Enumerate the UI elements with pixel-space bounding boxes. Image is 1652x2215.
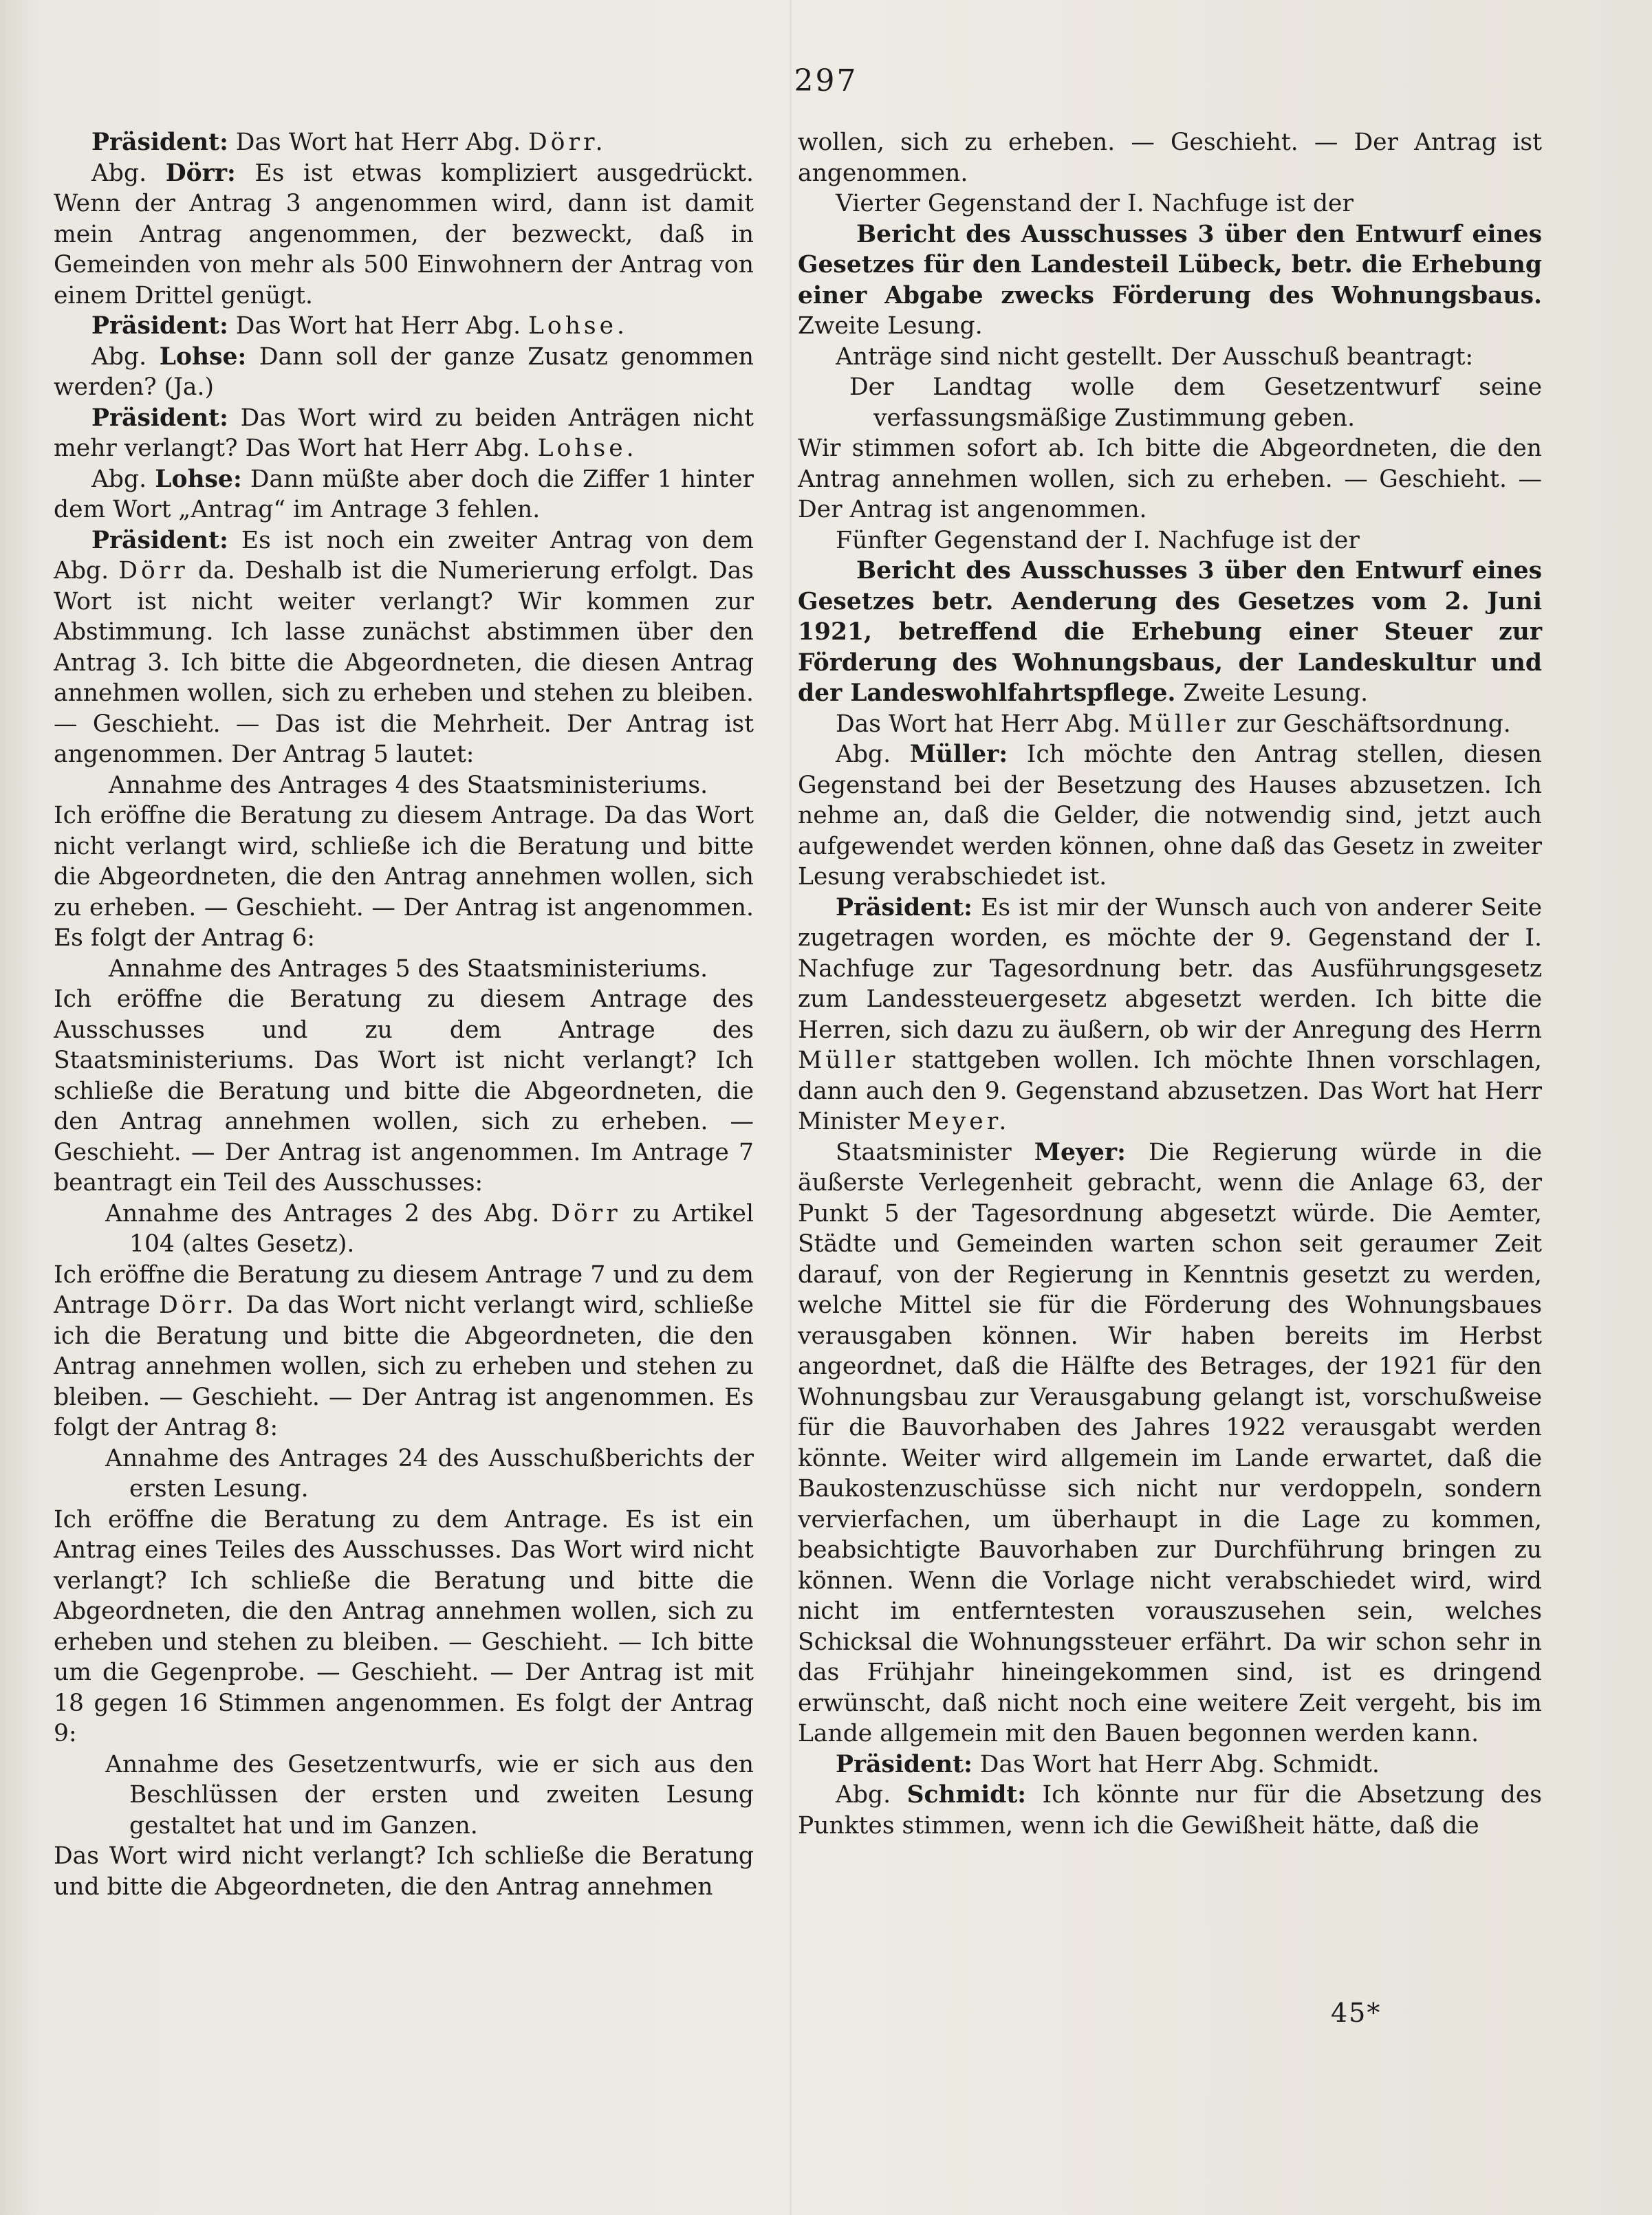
- text-run: Annahme des Antrages 5 des Staatsministeriums.: [109, 954, 708, 983]
- left-paragraph: [54, 342, 754, 403]
- text-run: Annahme des Antrages 2 des Abg.: [105, 1199, 552, 1227]
- left-paragraph: [54, 1505, 754, 1749]
- speaker-label: Präsident:: [91, 526, 228, 554]
- spaced-name: Dörr: [118, 557, 188, 585]
- text-run: Zweite Lesung.: [1175, 679, 1369, 707]
- left-paragraph: [54, 158, 754, 312]
- speaker-label: Dörr:: [165, 159, 236, 187]
- text-run: Abg.: [836, 1781, 907, 1809]
- text-run: Das Wort hat Herr Abg. Schmidt.: [972, 1750, 1380, 1778]
- spaced-name: Lohse.: [537, 435, 638, 462]
- text-run: Annahme des Antrages 4 des Staatsministeriums.: [109, 771, 708, 799]
- text-run: Ich möchte den Antrag stellen, diesen Gegenstand bei der Besetzung des Hauses abzusetzen. Ich nehme an, daß die Gelder, die notwendig sind, jetzt auch aufgewendet werden können, ohne daß das Gesetz in zweiter Lesung verabschiedet ist.: [798, 741, 1542, 891]
- spaced-name: Dörr: [551, 1199, 621, 1227]
- text-run: Annahme des Antrages 24 des Ausschußberichts der ersten Lesung.: [105, 1444, 754, 1503]
- text-run: Ich könnte nur für die Absetzung des Punktes stimmen, wenn ich die Gewißheit hätte, daß die: [798, 1781, 1542, 1840]
- left-paragraph: [54, 311, 754, 342]
- speaker-label: Lohse:: [155, 465, 242, 493]
- speaker-label: Schmidt:: [906, 1781, 1026, 1809]
- text-run: zu Artikel 104 (altes Gesetz).: [129, 1199, 754, 1258]
- page-fold-shadow: [790, 0, 792, 2215]
- left-paragraph: [54, 1443, 754, 1505]
- spaced-name: Dörr.: [159, 1291, 237, 1319]
- speaker-label: Bericht des Ausschusses 3 über den Entwurf eines Gesetzes betr. Aenderung des Gesetzes vom 2. Juni 1921, betreffend die Erhebung einer Steuer zur Förderung des Wohnungsbaus, der Landeskultur und der Landeswohlfahrtspflege.: [798, 557, 1542, 707]
- right-paragraph: [798, 1749, 1542, 1780]
- text-run: Es ist noch ein zweiter Antrag von dem Abg.: [54, 526, 754, 585]
- left-paragraph: [54, 1841, 754, 1902]
- text-run: Ich eröffne die Beratung zu diesem Antrage des Ausschusses und zu dem Antrage des Staatsministeriums. Das Wort ist nicht verlangt? Ich schließe die Beratung und bitte die Abgeordneten, die den Antrag annehmen wollen, sich zu erheben. — Geschieht. — Der Antrag ist angenommen. Im Antrage 7 beantragt ein Teil des Ausschusses:: [54, 985, 754, 1197]
- text-run: Abg.: [91, 465, 155, 493]
- text-run: Ich eröffne die Beratung zu diesem Antrage 7 und zu dem Antrage: [54, 1261, 754, 1319]
- text-run: zur Geschäftsordnung.: [1228, 710, 1511, 738]
- text-run: wollen, sich zu erheben. — Geschieht. — Der Antrag ist angenommen.: [798, 129, 1542, 187]
- text-run: Das Wort hat Herr Abg.: [228, 129, 529, 156]
- left-paragraph: [54, 800, 754, 954]
- text-run: Staatsminister: [836, 1138, 1034, 1166]
- left-paragraph: [54, 1749, 754, 1842]
- text-run: Dann müßte aber doch die Ziffer 1 hinter dem Wort „Antrag“ im Antrage 3 fehlen.: [54, 465, 754, 523]
- left-column: [54, 127, 754, 1902]
- spaced-name: Müller: [1128, 710, 1229, 738]
- right-paragraph: [798, 1780, 1542, 1841]
- text-run: Anträge sind nicht gestellt. Der Ausschuß beantragt:: [836, 342, 1474, 371]
- text-run: Das Wort wird zu beiden Anträgen nicht mehr verlangt? Das Wort hat Herr Abg.: [54, 404, 754, 462]
- text-run: Das Wort hat Herr Abg.: [836, 710, 1129, 738]
- spaced-name: Lohse.: [528, 312, 629, 340]
- speaker-label: Präsident:: [91, 312, 228, 340]
- text-run: Abg.: [91, 159, 166, 187]
- signature-mark: 45*: [1331, 1998, 1382, 2028]
- speaker-label: Präsident:: [91, 129, 228, 156]
- text-run: Es ist etwas kompliziert ausgedrückt. Wenn der Antrag 3 angenommen wird, dann ist damit mein Antrag angenommen, der bezweckt, daß in Gemeinden von mehr als 500 Einwohnern der Antrag von einem Drittel genügt.: [54, 159, 754, 309]
- text-run: Da das Wort nicht verlangt wird, schließe ich die Beratung und bitte die Abgeordneten, die den Antrag annehmen wollen, sich zu erheben und stehen zu bleiben. — Geschieht. — Der Antrag ist angenommen. Es folgt der Antrag 8:: [54, 1291, 754, 1441]
- speaker-label: Präsident:: [836, 893, 972, 921]
- text-run: Ich eröffne die Beratung zu dem Antrage. Es ist ein Antrag eines Teiles des Ausschusses. Das Wort wird nicht verlangt? Ich schließe die Beratung und bitte die Abgeordneten, die den Antrag annehmen wollen, sich zu erheben und stehen zu bleiben. — Geschieht. — Ich bitte um die Gegenprobe. — Geschieht. — Der Antrag ist mit 18 gegen 16 Stimmen angenommen. Es folgt der Antrag 9:: [54, 1505, 754, 1747]
- text-run: Das Wort hat Herr Abg.: [228, 312, 529, 340]
- speaker-label: Müller:: [909, 741, 1008, 768]
- right-paragraph: [798, 372, 1542, 433]
- text-run: da. Deshalb ist die Numerierung erfolgt. Das Wort ist nicht weiter verlangt? Wir kommen zur Abstimmung. Ich lasse zunächst abstimmen über den Antrag 3. Ich bitte die Abgeordneten, die diesen Antrag annehmen wollen, sich zu erheben und stehen zu bleiben. — Geschieht. — Das ist die Mehrheit. Der Antrag ist angenommen. Der Antrag 5 lautet:: [54, 557, 754, 768]
- right-paragraph: [798, 556, 1542, 709]
- left-paragraph: [54, 127, 754, 158]
- text-run: Zweite Lesung.: [798, 312, 983, 340]
- right-paragraph: [798, 739, 1542, 893]
- spaced-name: Dörr.: [528, 129, 607, 156]
- right-paragraph: [798, 893, 1542, 1137]
- text-run: Abg.: [91, 342, 160, 371]
- right-paragraph: [798, 342, 1542, 373]
- left-paragraph: [54, 1260, 754, 1443]
- page-number: 297: [794, 63, 858, 98]
- text-run: Es ist mir der Wunsch auch von anderer Seite zugetragen worden, es möchte der 9. Gegenstand der I. Nachfuge zur Tagesordnung betr. das Ausführungsgesetz zum Landessteuergesetz abgesetzt werden. Ich bitte die Herren, sich dazu zu äußern, ob wir der Anregung des Herrn: [798, 893, 1542, 1044]
- text-run: Die Regierung würde in die äußerste Verlegenheit gebracht, wenn die Anlage 63, der Punkt 5 der Tagesordnung abgesetzt würde. Die Aemter, Städte und Gemeinden warten schon seit geraumer Zeit darauf, von der Regierung in Kenntnis gesetzt zu werden, welche Mittel sie für die Förderung des Wohnungsbaues verausgaben können. Wir haben bereits im Herbst angeordnet, daß die Hälfte des Betrages, der 1921 für den Wohnungsbau zur Verausgabung gelangt ist, vorschußweise für die Bauvorhaben des Jahres 1922 verausgabt werden könnte. Weiter wird allgemein im Lande erwartet, daß die Baukostenzuschüsse sich nicht nur verdoppeln, sondern vervierfachen, um überhaupt in die Lage zu kommen, beabsichtigte Bauvorhaben zur Durchführung bringen zu können. Wenn die Vorlage nicht verabschiedet wird, wird nicht im entferntesten vorauszusehen sein, welches Schicksal die Wohnungssteuer erfährt. Da wir schon sehr in das Frühjahr hineingekommen sind, ist es dringend erwünscht, daß nicht noch eine weitere Zeit vergeht, bis im Lande allgemein mit den Bauen begonnen werden kann.: [798, 1138, 1542, 1747]
- left-paragraph: [54, 464, 754, 525]
- speaker-label: Bericht des Ausschusses 3 über den Entwurf eines Gesetzes für den Landesteil Lübeck, betr. die Erhebung einer Abgabe zwecks Förderung des Wohnungsbaus.: [798, 220, 1542, 309]
- text-run: Fünfter Gegenstand der I. Nachfuge ist der: [836, 526, 1360, 554]
- speaker-label: Präsident:: [836, 1750, 972, 1778]
- text-run: Der Landtag wolle dem Gesetzentwurf seine verfassungsmäßige Zustimmung geben.: [849, 373, 1542, 432]
- left-paragraph: [54, 770, 754, 801]
- speaker-label: Lohse:: [159, 342, 247, 371]
- text-run: Abg.: [836, 741, 910, 768]
- right-paragraph: [798, 219, 1542, 342]
- speaker-label: Meyer:: [1034, 1138, 1126, 1166]
- spaced-name: Meyer.: [907, 1108, 1010, 1135]
- speaker-label: Präsident:: [91, 404, 228, 432]
- text-run: Ich eröffne die Beratung zu diesem Antrage. Da das Wort nicht verlangt wird, schließe ich die Beratung und bitte die Abgeordneten, die den Antrag annehmen wollen, sich zu erheben. — Geschieht. — Der Antrag ist angenommen. Es folgt der Antrag 6:: [54, 802, 754, 952]
- text-run: Dann soll der ganze Zusatz genommen werden? (Ja.): [54, 342, 754, 401]
- text-run: Das Wort wird nicht verlangt? Ich schließe die Beratung und bitte die Abgeordneten, die den Antrag annehmen: [54, 1842, 754, 1901]
- right-paragraph: [798, 127, 1542, 188]
- left-paragraph: [54, 1199, 754, 1260]
- left-paragraph: [54, 954, 754, 985]
- text-run: Wir stimmen sofort ab. Ich bitte die Abgeordneten, die den Antrag annehmen wollen, sich zu erheben. — Geschieht. — Der Antrag ist angenommen.: [798, 435, 1542, 523]
- spaced-name: Müller: [798, 1047, 899, 1074]
- left-paragraph: [54, 403, 754, 464]
- left-paragraph: [54, 984, 754, 1199]
- text-run: Annahme des Gesetzentwurfs, wie er sich aus den Beschlüssen der ersten und zweiten Lesung gestaltet hat und im Ganzen.: [105, 1750, 754, 1840]
- right-paragraph: [798, 525, 1542, 556]
- right-paragraph: [798, 1137, 1542, 1749]
- right-paragraph: [798, 433, 1542, 525]
- text-run: stattgeben wollen. Ich möchte Ihnen vorschlagen, dann auch den 9. Gegenstand abzusetzen. Das Wort hat Herr Minister: [798, 1047, 1542, 1135]
- right-paragraph: [798, 188, 1542, 219]
- right-paragraph: [798, 709, 1542, 740]
- left-paragraph: [54, 525, 754, 770]
- right-column: [798, 127, 1542, 1841]
- text-run: Vierter Gegenstand der I. Nachfuge ist der: [836, 190, 1354, 217]
